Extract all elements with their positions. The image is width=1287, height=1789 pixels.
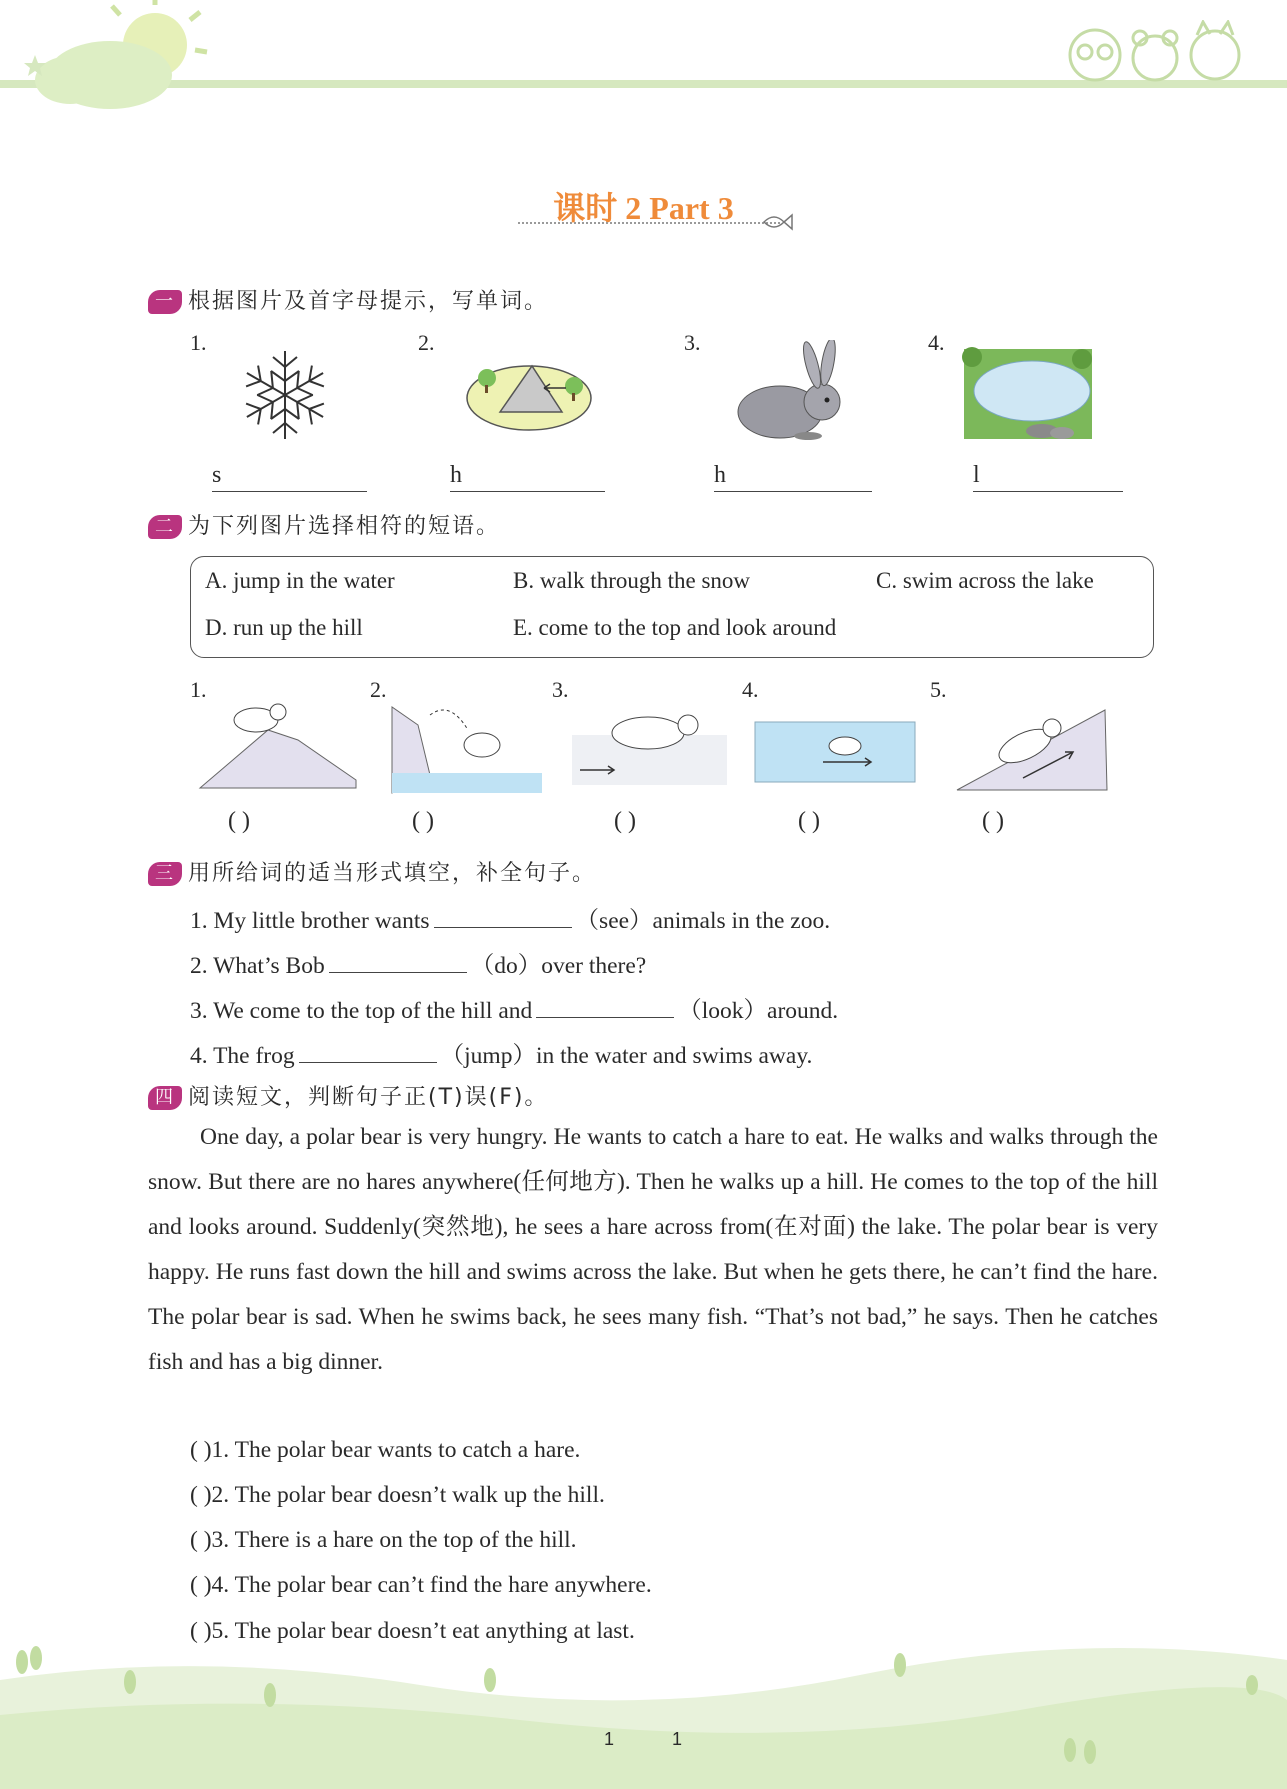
- sentence-2: [190, 946, 646, 980]
- answer-line[interactable]: [973, 491, 1123, 492]
- answer-letter: l: [973, 462, 980, 488]
- section2-heading: [148, 509, 500, 540]
- option-a: A. jump in the water: [205, 568, 395, 593]
- answer-letter: h: [714, 462, 726, 488]
- section-badge: 二: [148, 515, 182, 539]
- picture-number: 2.: [370, 677, 387, 702]
- tf-statement-3[interactable]: ( )3. There is a hare on the top of the hill.: [190, 1527, 577, 1553]
- fill-blank[interactable]: [299, 1040, 437, 1063]
- fill-blank[interactable]: [329, 950, 467, 973]
- section-instruction: 阅读短文，判断句子正(T)误(F)。: [188, 1085, 549, 1110]
- fill-blank[interactable]: [536, 995, 674, 1018]
- answer-paren[interactable]: ( ): [412, 808, 434, 834]
- sentence-4: [190, 1036, 812, 1070]
- option-e: E. come to the top and look around: [513, 615, 837, 640]
- sentence-text: （see）animals in the zoo.: [575, 908, 831, 934]
- fill-blank[interactable]: [434, 905, 572, 928]
- page-number-left: 1: [604, 1729, 615, 1749]
- lake-icon: [962, 345, 1094, 445]
- sentence-text: （jump）in the water and swims away.: [440, 1043, 813, 1069]
- answer-letter: s: [212, 462, 222, 488]
- option-d: D. run up the hill: [205, 615, 363, 640]
- title-underline: [518, 222, 780, 224]
- tf-statement-2[interactable]: ( )2. The polar bear doesn’t walk up the hill.: [190, 1482, 605, 1508]
- hill-icon: [462, 350, 597, 435]
- page-number-right: 1: [672, 1729, 683, 1749]
- footer-landscape: [0, 1640, 1287, 1789]
- sentence-3: [190, 991, 838, 1025]
- item-number: 4.: [928, 330, 945, 355]
- reading-passage: One day, a polar bear is very hungry. He wants to catch a hare to eat. He walks and walks through the snow. But there are no hares anywhere(任何地方). Then he walks up a hill. He comes to the top of the hill and looks around. Suddenly(突然地), he sees a hare across from(在对面) the lake. The polar bear is very happy. He runs fast down the hill and swims across the lake. But when he gets there, he can’t find the hare. The polar bear is sad. When he swims back, he sees many fish. “That’s not bad,” he says. Then he catches fish and has a big dinner.: [148, 1124, 1158, 1375]
- answer-line[interactable]: [714, 491, 872, 492]
- sentence-text: 1. My little brother wants: [190, 908, 430, 934]
- answer-paren[interactable]: ( ): [798, 808, 820, 834]
- answer-line[interactable]: [450, 491, 605, 492]
- section-instruction: 根据图片及首字母提示，写单词。: [188, 289, 549, 314]
- item-number: 3.: [684, 330, 701, 355]
- bear-running-uphill-picture: [955, 700, 1110, 792]
- bear-on-hill-picture: [198, 690, 358, 790]
- section-badge: 三: [148, 862, 182, 886]
- answer-paren[interactable]: ( ): [614, 808, 636, 834]
- animal-faces-decoration: [1055, 20, 1255, 85]
- sentence-text: 4. The frog: [190, 1043, 295, 1069]
- sentence-text: （look）around.: [678, 998, 839, 1024]
- section3-heading: [148, 856, 596, 887]
- section1-heading: [148, 284, 548, 315]
- item-number: 1.: [190, 330, 207, 355]
- answer-paren[interactable]: ( ): [982, 808, 1004, 834]
- picture-number: 5.: [930, 677, 947, 702]
- sentence-1: [190, 901, 830, 935]
- answer-paren[interactable]: ( ): [228, 808, 250, 834]
- section-badge: 四: [148, 1086, 182, 1110]
- tf-statement-5[interactable]: ( )5. The polar bear doesn’t eat anything at last.: [190, 1618, 635, 1644]
- picture-number: 1.: [190, 677, 207, 702]
- answer-letter: h: [450, 462, 462, 488]
- tf-statement-1[interactable]: ( )1. The polar bear wants to catch a hare.: [190, 1437, 581, 1463]
- sentence-text: 3. We come to the top of the hill and: [190, 998, 533, 1024]
- section-instruction: 为下列图片选择相符的短语。: [188, 514, 501, 539]
- snowflake-icon: [230, 345, 340, 445]
- option-c: C. swim across the lake: [876, 568, 1094, 593]
- hare-icon: [730, 340, 860, 450]
- tf-statement-4[interactable]: ( )4. The polar bear can’t find the hare anywhere.: [190, 1572, 652, 1598]
- section-instruction: 用所给词的适当形式填空，补全句子。: [188, 861, 597, 886]
- item-number: 2.: [418, 330, 435, 355]
- sentence-text: （do）over there?: [470, 953, 647, 979]
- page-title: 课时 2 Part 3: [553, 190, 734, 226]
- picture-number: 3.: [552, 677, 569, 702]
- section-badge: 一: [148, 290, 182, 314]
- option-b: B. walk through the snow: [513, 568, 751, 593]
- bear-walking-snow-picture: [570, 695, 730, 790]
- bear-jump-picture: [390, 695, 545, 795]
- sentence-text: 2. What’s Bob: [190, 953, 325, 979]
- picture-number: 4.: [742, 677, 759, 702]
- fish-icon: [760, 210, 794, 234]
- bear-swimming-picture: [753, 720, 918, 792]
- answer-line[interactable]: [212, 491, 367, 492]
- section4-heading: [148, 1080, 548, 1111]
- cloud-sun-decoration: [0, 0, 220, 115]
